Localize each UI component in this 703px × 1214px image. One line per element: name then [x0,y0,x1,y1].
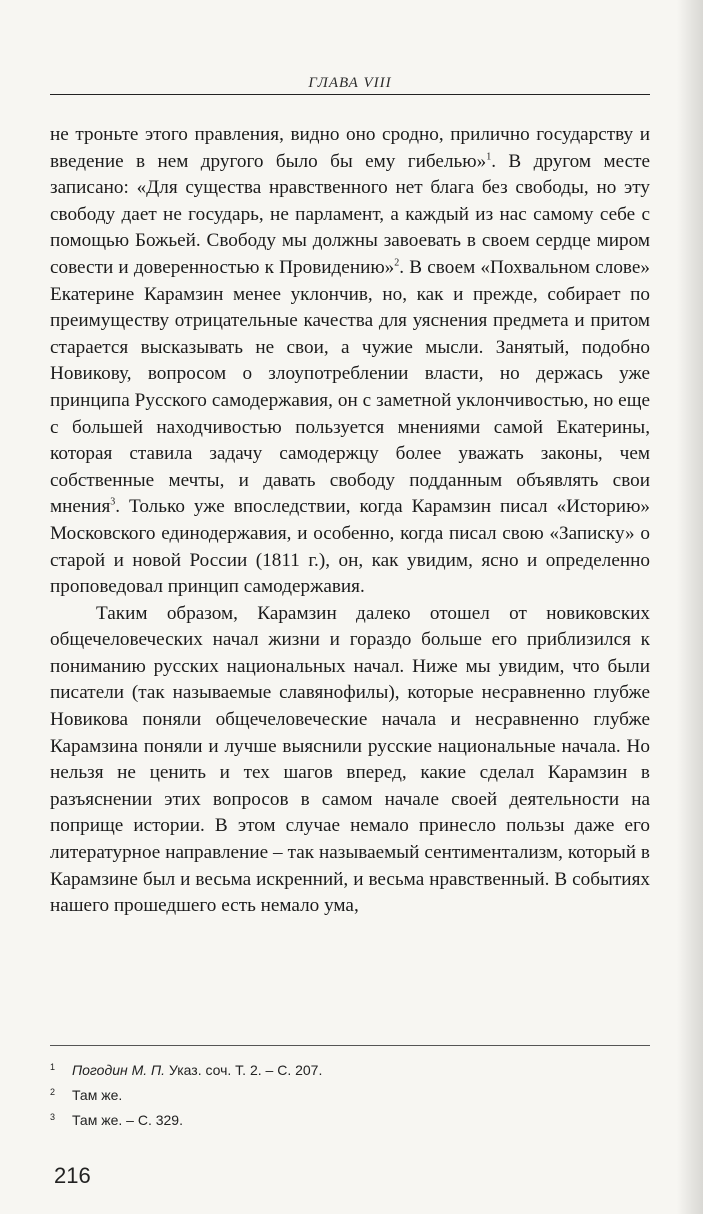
footnote-ref-2[interactable]: 2 [394,257,400,269]
text-segment: . Только уже впоследствии, когда Карамзин писал «Историю» Московского единодержавия, и особенно, когда писал свою «Записку» о старой и новой России (1811 г.), он, как увидим, ясно и определенно проповедовал принцип самодержавия. [50,496,650,598]
page-edge-shadow [677,0,703,1214]
footnotes [50,1055,650,1130]
footnote-3 [50,1105,650,1130]
footnote-text: Там же. [72,1087,123,1103]
paragraph-2: Таким образом, Карамзин далеко отошел от новиковских общечеловеческих начал жизни и гораздо больше его приблизился к пониманию русских национальных начал. Ниже мы увидим, что были писатели (так называемые славянофилы), которые несравненно глубже Новикова поняли общечеловеческие начала и несравненно глубже Карамзина поняли и лучше выяснили русские национальные начала. Но нельзя не ценить и тех шагов вперед, какие сделал Карамзин в разъяснении этих вопросов в самом начале своей деятельности на поприще истории. В этом случае немало принесло пользы даже его литературное направление – так называемый сентиментализм, который в Карамзине был и весьма искренний, и весьма нравственный. В событиях нашего прошедшего есть немало ума, [50,602,650,917]
footnote-author: Погодин М. П. [72,1062,166,1078]
footnote-1 [50,1055,650,1080]
footnote-2 [50,1080,650,1105]
footnote-number: 3 [50,1112,56,1122]
text-segment: . В другом месте записано: «Для существа нравственного нет блага без свободы, но эту свободу дает не государь, не парламент, а каждый из нас самому себе с помощью Божьей. Свободу мы должны завоевать в своем сердце миром совести и доверенностью к Провидению» [50,150,651,278]
footnote-number: 2 [50,1087,56,1097]
text-segment: . В своем «Похвальном слове» Екатерине Карамзин менее уклончив, но, как и прежде, собирает по преимуществу отрицательные качества для уяснения предмета и притом старается высказывать не свои, а чужие мысли. Занятый, подобно Новикову, вопросом о злоупотреблении власти, но держась уже принципа Русского самодержавия, он с заметной уклончивостью, но еще с большей находчивостью пользуется мнениями самой Екатерины, которая ставила задачу самодержцу более уважать законы, чем собственные мечты, и давать свободу подданным объявлять свои мнения [50,256,650,518]
page-number: 216 [54,1163,91,1188]
footnote-number: 1 [50,1062,56,1072]
running-header [50,72,650,95]
paragraph-1 [50,122,650,601]
footnote-text: Там же. – С. 329. [72,1112,183,1128]
footnote-text: Указ. соч. Т. 2. – С. 207. [165,1062,323,1078]
main-text [50,122,650,920]
footnote-divider [50,1045,650,1046]
text-segment: не троньте этого правления, видно оно сродно, прилично государству и введение в нем другого было бы ему гибелью» [50,124,650,172]
footnote-ref-3[interactable]: 3 [110,496,116,508]
chapter-title: ГЛАВА VIII [308,75,392,91]
footnote-ref-1[interactable]: 1 [486,151,492,163]
